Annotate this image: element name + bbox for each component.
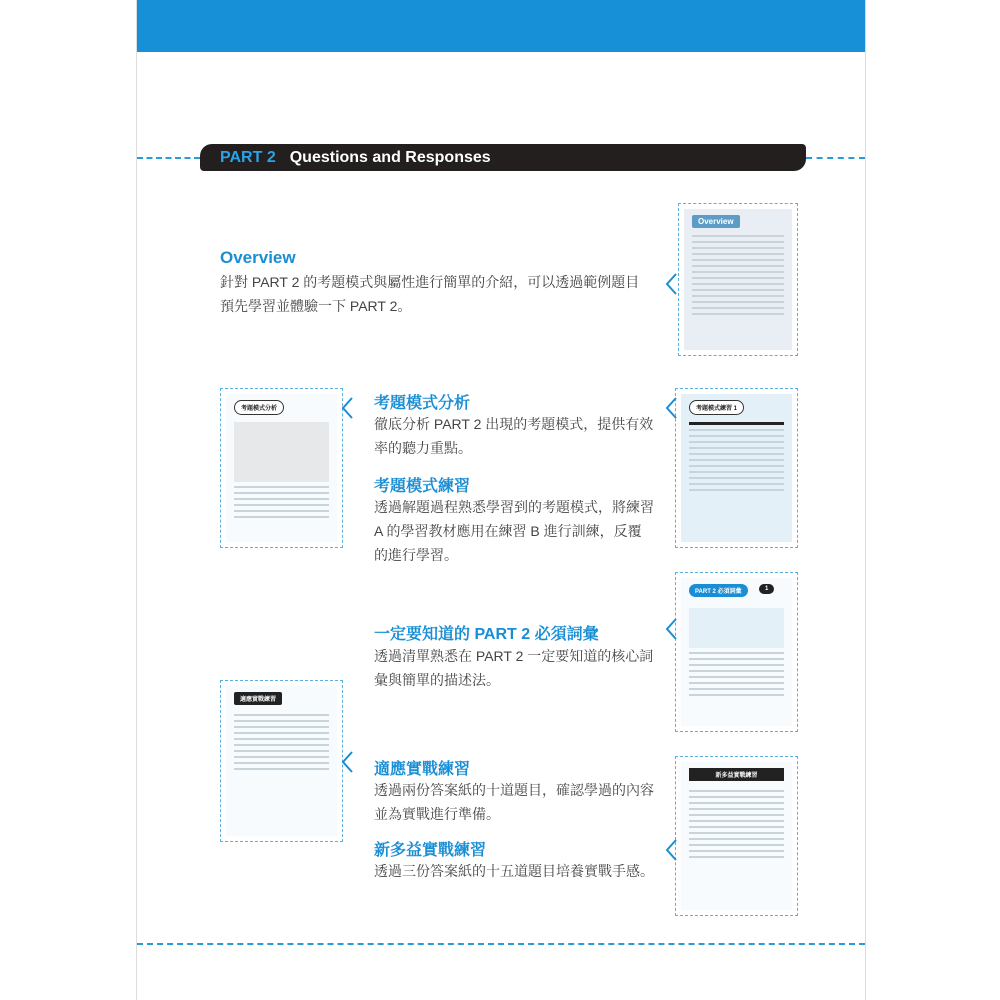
- chevron-left-icon: [664, 272, 678, 296]
- section-body: 透過三份答案紙的十五道題目培養實戰手感。: [374, 863, 654, 879]
- thumbnail-vocab: [675, 572, 798, 732]
- section-body: 透過清單熟悉在 PART 2 一定要知道的核心詞彙與簡單的描述法。: [374, 648, 654, 688]
- thumbnail-analysis: [220, 388, 343, 548]
- thumbnail-title: 適應實戰練習: [234, 692, 282, 705]
- chevron-left-icon: [664, 617, 678, 641]
- thumbnail-practice: [675, 388, 798, 548]
- part-label: PART 2: [220, 149, 276, 166]
- thumbnail-title: Overview: [692, 215, 740, 228]
- thumbnail-title: 考題模式分析: [234, 400, 284, 415]
- chevron-left-icon: [664, 838, 678, 862]
- section-heading: 一定要知道的 PART 2 必須詞彙: [374, 626, 599, 643]
- section-heading: 考題模式練習: [374, 478, 471, 495]
- part-title-bar: [200, 144, 806, 171]
- dashed-divider: [806, 157, 865, 159]
- thumbnail-title: 考題模式練習 1: [689, 400, 744, 415]
- overview-body: 針對 PART 2 的考題模式與屬性進行簡單的介紹，可以透過範例題目預先學習並體驗一下 PART 2。: [220, 274, 640, 314]
- chevron-left-icon: [340, 396, 354, 420]
- overview-heading: Overview: [220, 248, 296, 267]
- section-body: 徹底分析 PART 2 出現的考題模式，提供有效率的聽力重點。: [374, 416, 654, 456]
- section-heading: 適應實戰練習: [374, 761, 471, 778]
- section-heading: 考題模式分析: [374, 395, 471, 412]
- thumbnail-adapt: [220, 680, 343, 842]
- thumbnail-toeic: [675, 756, 798, 916]
- thumbnail-overview: [678, 203, 798, 356]
- chevron-left-icon: [340, 750, 354, 774]
- section-heading: 新多益實戰練習: [374, 842, 487, 859]
- dashed-divider: [137, 157, 200, 159]
- thumbnail-number: 1: [759, 584, 774, 594]
- chevron-left-icon: [664, 396, 678, 420]
- top-color-bar: [137, 0, 865, 52]
- section-body: 透過兩份答案紙的十道題目，確認學過的內容並為實戰進行準備。: [374, 782, 654, 822]
- thumbnail-title: PART 2 必須詞彙: [689, 584, 748, 597]
- dashed-divider: [137, 943, 865, 945]
- part-title: Questions and Responses: [289, 149, 491, 166]
- section-body: 透過解題過程熟悉學習到的考題模式，將練習 A 的學習教材應用在練習 B 進行訓練，反覆的進行學習。: [374, 499, 654, 563]
- thumbnail-title: 新多益實戰練習: [689, 768, 784, 781]
